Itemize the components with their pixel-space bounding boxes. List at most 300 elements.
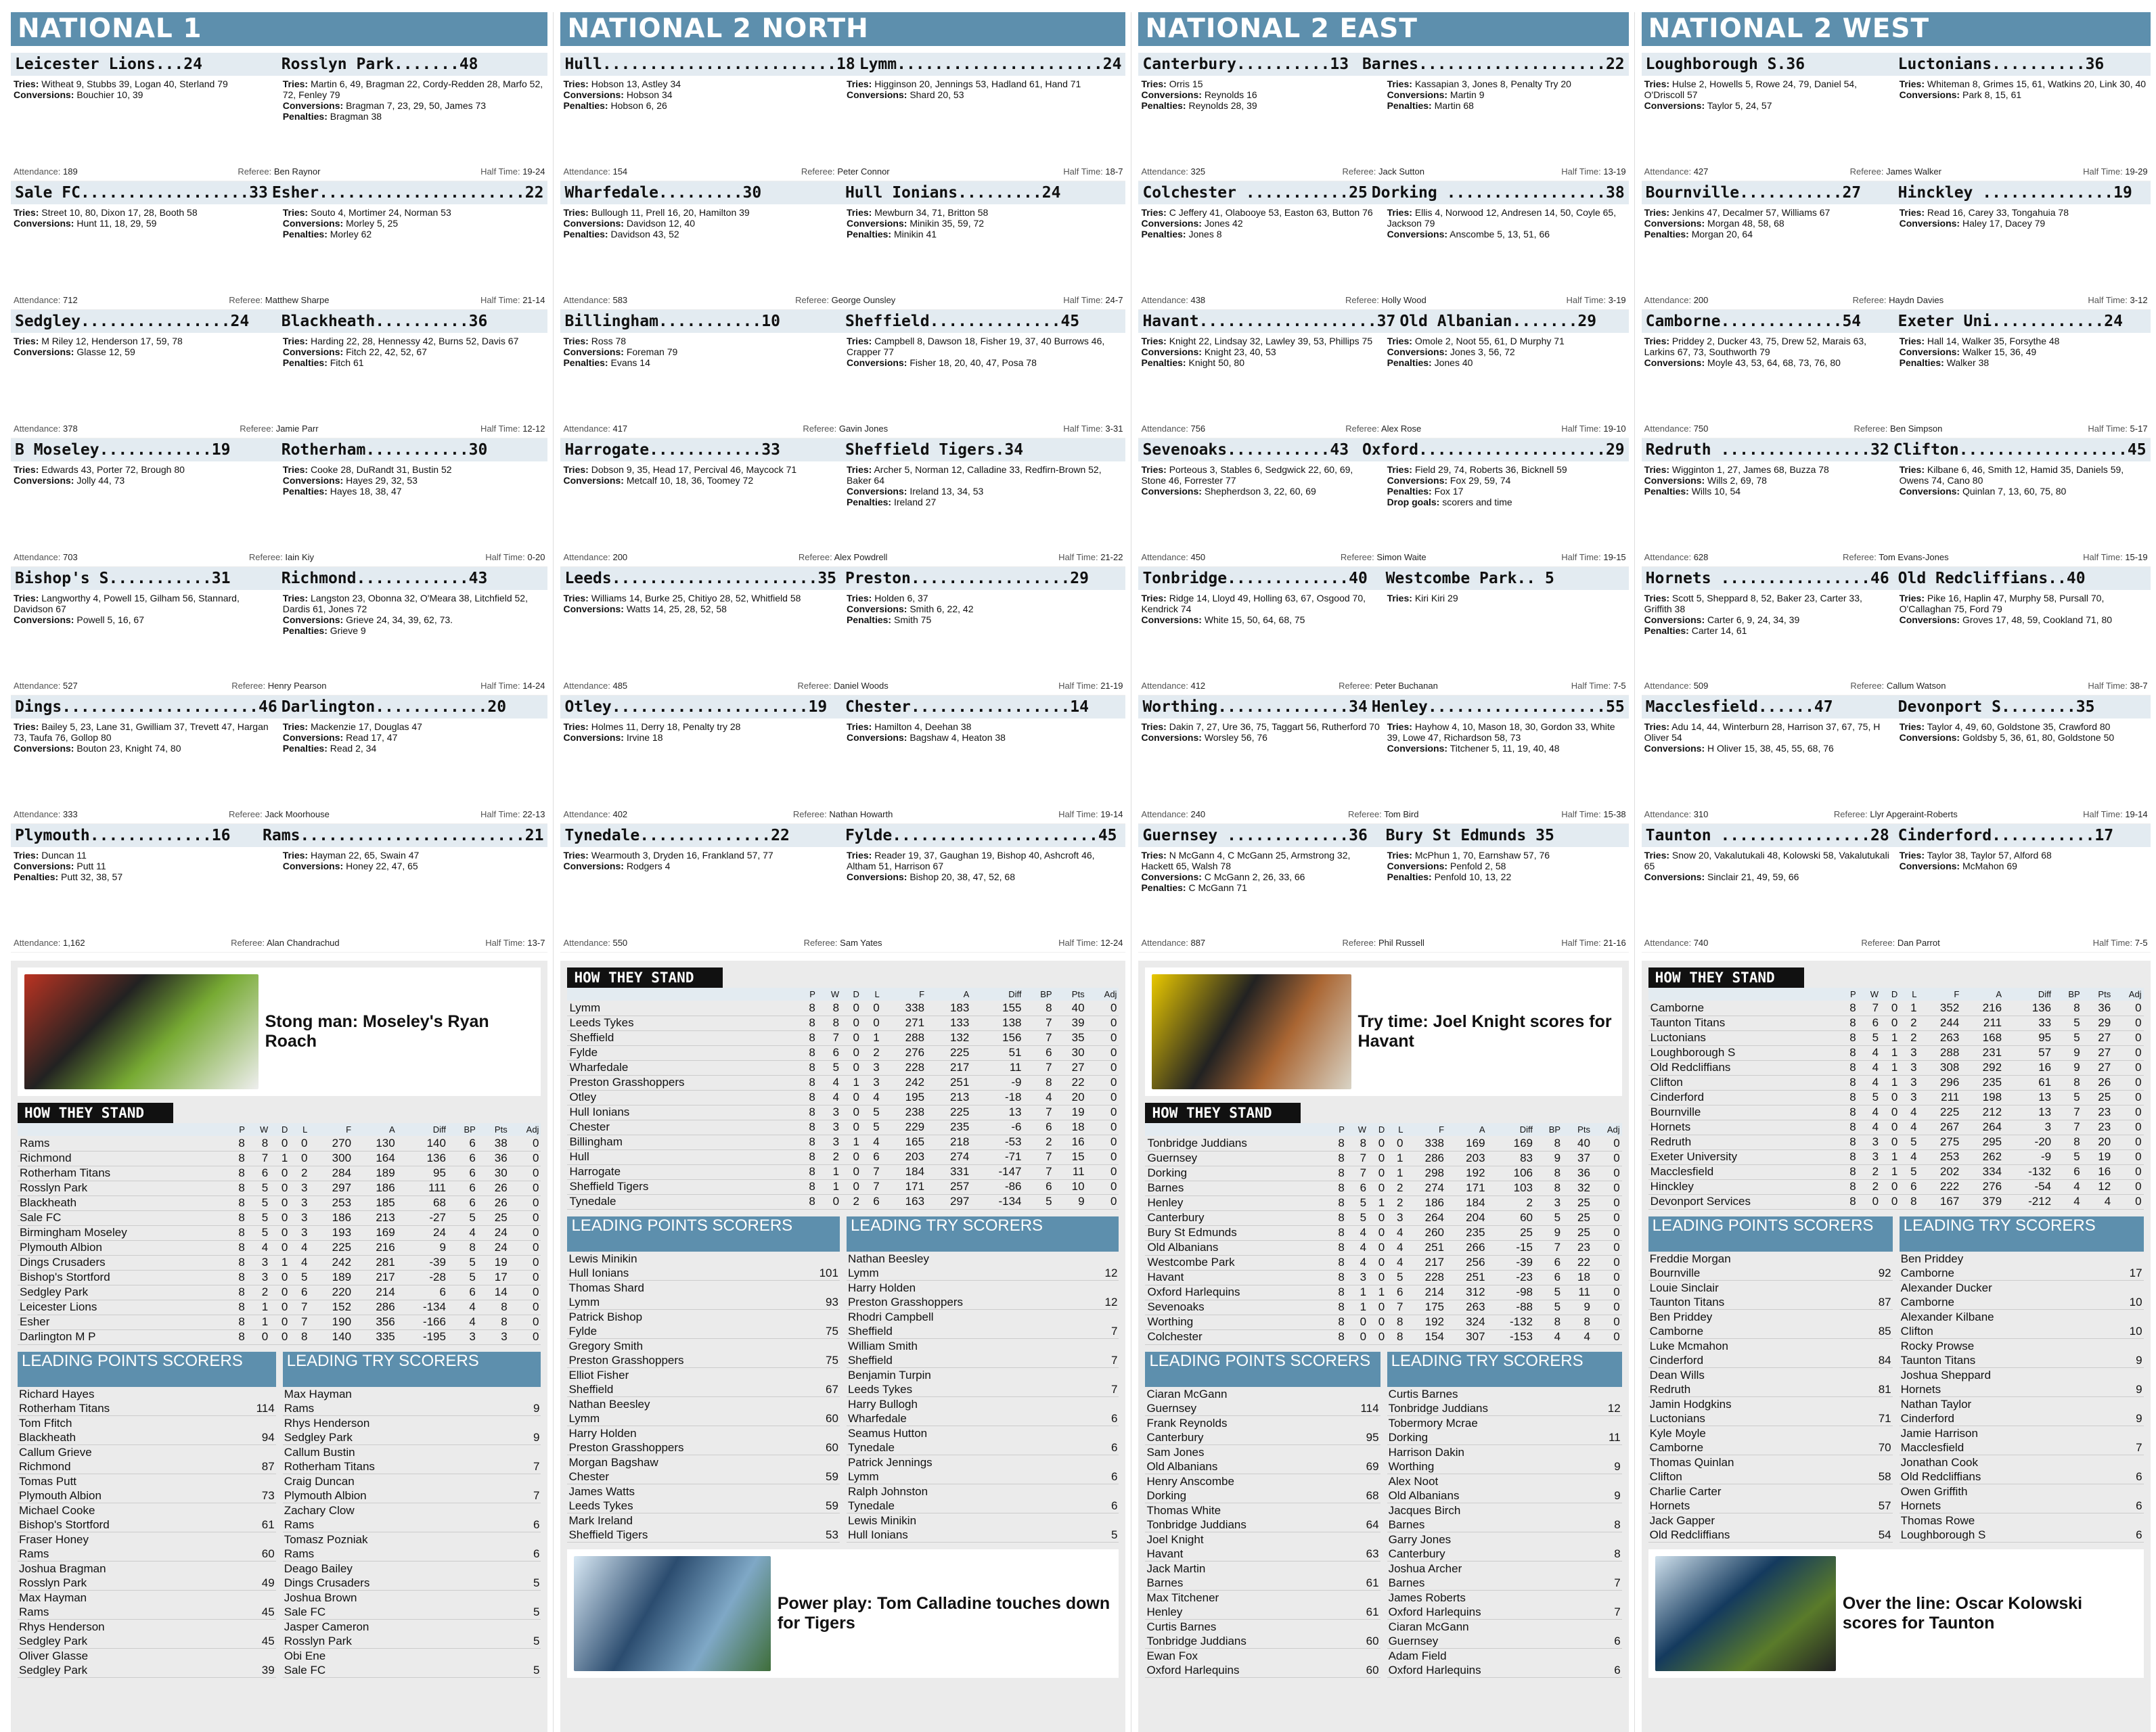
scoring-line (283, 111, 545, 122)
stat-cell: 0 (1858, 1194, 1881, 1209)
scoring-line (847, 732, 1123, 743)
stat-cell: 356 (353, 1315, 397, 1329)
attendance-label: Attendance: (1141, 681, 1188, 691)
away-scorers (1900, 78, 2148, 165)
player-club: Clifton (1649, 1469, 1682, 1483)
scoring-line (14, 721, 276, 743)
player-total: 6 (1110, 1469, 1118, 1483)
scoring-details (11, 590, 547, 679)
stat-cell: 190 (309, 1315, 353, 1329)
stat-cell: 288 (882, 1030, 926, 1045)
player-total: 9 (533, 1430, 540, 1444)
scoring-text: Wills 10, 54 (1691, 486, 1741, 497)
referee-label: Referee: (238, 166, 272, 177)
team-name: Richmond (18, 1151, 227, 1166)
referee-info (231, 681, 326, 691)
stat-cell: 0 (1087, 1105, 1119, 1120)
scoring-line (1644, 625, 1893, 636)
stat-cell: 11 (1563, 1285, 1592, 1300)
stat-cell: 286 (353, 1300, 397, 1315)
scoring-text: Titchener 5, 11, 19, 40, 48 (1450, 743, 1560, 754)
stat-cell: 263 (1919, 1030, 1962, 1045)
player-club: Clifton (1900, 1324, 1933, 1338)
scoring-line (847, 497, 1123, 507)
scoring-type-label: Penalties: (282, 357, 328, 368)
stat-cell: 225 (309, 1240, 353, 1255)
stat-cell: 16 (2004, 1060, 2053, 1075)
stat-cell: 1 (1347, 1300, 1368, 1315)
scoring-text: Mewburn 34, 71, Britton 58 (874, 207, 989, 218)
stat-cell: 36 (1563, 1166, 1592, 1181)
match-footer (1642, 422, 2151, 438)
scoring-line (847, 336, 1123, 357)
stat-cell: 4 (1900, 1120, 1918, 1135)
home-team-score: Canterbury..........13 (1142, 55, 1349, 73)
stat-cell: 27 (2082, 1045, 2113, 1060)
scoring-type-label: Conversions: (563, 218, 624, 229)
away-scorers (847, 850, 1123, 936)
scoring-line (283, 207, 545, 218)
player-total: 49 (261, 1576, 275, 1589)
player-club: Richmond (19, 1459, 71, 1473)
stat-cell: 217 (353, 1270, 397, 1285)
stat-cell: 2 (817, 1149, 841, 1164)
stat-cell: 18 (1054, 1120, 1087, 1135)
standings-row (1145, 1300, 1621, 1315)
scoring-type-label: Penalties: (846, 614, 892, 625)
stat-cell: 5 (448, 1270, 478, 1285)
player-name: Nathan Beesley (568, 1397, 650, 1411)
match-report (11, 53, 547, 181)
player-club-row (1648, 1382, 1893, 1397)
standings-header-row (1145, 1123, 1621, 1136)
player-club-row (1900, 1411, 2144, 1426)
player-club-row (18, 1430, 276, 1445)
referee-info (804, 938, 882, 948)
match-teams (1138, 438, 1628, 461)
player-club: Macclesfield (1900, 1440, 1964, 1454)
team-name: Otley (567, 1090, 797, 1105)
away-scorers (847, 593, 1123, 679)
stat-cell: 36 (2082, 1001, 2113, 1016)
standings-row (1648, 1060, 2144, 1075)
scoring-line (1387, 89, 1626, 100)
scoring-type-label: Conversions: (846, 871, 907, 882)
scoring-type-label: Conversions: (1387, 861, 1448, 871)
stat-cell: 35 (1054, 1030, 1087, 1045)
attendance-label: Attendance: (563, 938, 610, 948)
stat-cell: 136 (2004, 1001, 2053, 1016)
match-report (1642, 824, 2151, 953)
column-header (567, 988, 797, 1001)
scoring-type-label: Penalties: (1899, 357, 1944, 368)
scoring-text: Grieve 24, 34, 39, 62, 73. (346, 614, 453, 625)
player-club-row (1900, 1324, 2144, 1339)
scoring-line (1900, 207, 2148, 218)
stat-cell: -9 (2004, 1149, 2053, 1164)
attendance-info (1644, 424, 1709, 434)
stat-cell: 3 (1347, 1270, 1368, 1285)
player-total: 75 (826, 1324, 838, 1338)
scoring-type-label: Tries: (14, 593, 39, 603)
scoring-type-label: Penalties: (563, 229, 608, 240)
scoring-details (1642, 333, 2151, 422)
league-title: NATIONAL 2 NORTH (560, 12, 1125, 46)
team-name: Bishop's Stortford (18, 1270, 227, 1285)
stat-cell: 0 (2113, 1149, 2143, 1164)
scoring-type-label: Tries: (1644, 78, 1670, 89)
scoring-type-label: Conversions: (1387, 475, 1448, 486)
player-club: Rams (284, 1547, 315, 1560)
standings-row (1648, 1090, 2144, 1105)
scoring-line (1644, 593, 1893, 614)
player-total: 60 (826, 1440, 838, 1454)
team-name: Chester (567, 1120, 797, 1135)
stat-cell: 83 (1487, 1151, 1535, 1166)
stat-cell: 6 (448, 1151, 478, 1166)
stat-cell: 0 (1087, 1194, 1119, 1209)
standings-row (18, 1195, 541, 1210)
scoring-line (283, 721, 545, 732)
away-team-score: Hull Ionians.........24 (845, 184, 1061, 202)
stat-cell: 0 (2113, 1045, 2143, 1060)
team-name: Barnes (1145, 1181, 1328, 1195)
player-total: 7 (1614, 1576, 1621, 1589)
away-scorers (1387, 593, 1626, 679)
referee-label: Referee: (231, 938, 265, 948)
stat-cell: 8 (1839, 1016, 1858, 1030)
away-scorers (1387, 721, 1626, 808)
player-club: Lymm (568, 1295, 600, 1308)
scoring-text: McPhun 1, 70, Earnshaw 57, 76 (1414, 850, 1550, 861)
player-club-row (1648, 1411, 1893, 1426)
player-total: 73 (261, 1488, 275, 1502)
scoring-type-label: Penalties: (1141, 882, 1186, 893)
attendance-value: 712 (63, 295, 78, 305)
leading-points-scorers-heading: LEADING POINTS SCORERS (567, 1216, 840, 1252)
team-name: Dings Crusaders (18, 1255, 227, 1270)
match-report (11, 696, 547, 824)
attendance-value: 310 (1693, 809, 1709, 819)
scoring-text: Bragman 38 (330, 111, 382, 122)
scoring-type-label: Conversions: (1644, 218, 1705, 229)
referee-info (240, 424, 318, 434)
scoring-line (283, 486, 545, 497)
stat-cell: -15 (1487, 1240, 1535, 1255)
standings-row (18, 1315, 541, 1329)
scoring-text: Jones 40 (1434, 357, 1473, 368)
stat-cell: -9 (971, 1075, 1023, 1090)
stat-cell: 0 (2113, 1105, 2143, 1120)
column-header: L (861, 988, 882, 1001)
scoring-text: Carter 14, 61 (1691, 625, 1747, 636)
stat-cell: 8 (2053, 1001, 2082, 1016)
player-name: Curtis Barnes (1146, 1620, 1217, 1633)
referee-value: Ben Simpson (1889, 424, 1943, 434)
stat-cell: 4 (1900, 1105, 1918, 1120)
scoring-line (14, 743, 276, 754)
scoring-text: Field 29, 74, Roberts 36, Bicknell 59 (1414, 464, 1567, 475)
scoring-text: Jones 3, 56, 72 (1450, 346, 1515, 357)
scoring-type-label: Conversions: (846, 486, 907, 497)
scoring-line (847, 78, 1123, 89)
scoring-line (1387, 850, 1626, 861)
stat-cell: 286 (1406, 1151, 1447, 1166)
stat-cell: 0 (270, 1181, 290, 1195)
standings-row (567, 1149, 1119, 1164)
half-time-value: 21-19 (1100, 681, 1123, 691)
stat-cell: 3 (290, 1225, 309, 1240)
stat-cell: 6 (247, 1166, 270, 1181)
attendance-label: Attendance: (1141, 295, 1188, 305)
stat-cell: 106 (1487, 1166, 1535, 1181)
half-time-info (480, 295, 545, 305)
stat-cell: 5 (1024, 1194, 1054, 1209)
scoring-line (847, 207, 1123, 218)
player-name: Kyle Moyle (1649, 1426, 1706, 1440)
player-club-row (18, 1634, 276, 1649)
home-scorers (14, 721, 276, 808)
player-name: Callum Bustin (284, 1445, 355, 1459)
scoring-text: Fitch 61 (330, 357, 364, 368)
leading-points-scorers (1145, 1352, 1380, 1678)
standings-header-row (18, 1123, 541, 1136)
scoring-text: Read 16, Carey 33, Tongahuia 78 (1927, 207, 2069, 218)
column-header: W (817, 988, 841, 1001)
scoring-details (1138, 847, 1628, 936)
attendance-info (1644, 809, 1709, 819)
stat-cell: 0 (841, 1016, 861, 1030)
attendance-label: Attendance: (563, 424, 610, 434)
player-total: 7 (1614, 1605, 1621, 1618)
stat-cell: 8 (1839, 1149, 1858, 1164)
home-scorers (1141, 207, 1380, 294)
player-club-row (567, 1382, 840, 1397)
stat-cell: 0 (1387, 1136, 1405, 1151)
attendance-info (563, 166, 627, 177)
stat-cell: 6 (448, 1195, 478, 1210)
attendance-value: 412 (1190, 681, 1206, 691)
match-footer (1138, 679, 1628, 695)
player-club: Redruth (1649, 1382, 1691, 1396)
stat-cell: -166 (397, 1315, 448, 1329)
scoring-line (1644, 100, 1893, 111)
scoring-line (563, 336, 840, 346)
half-time-value: 24-7 (1105, 295, 1123, 305)
stat-cell: 19 (2082, 1149, 2113, 1164)
match-report (11, 438, 547, 567)
column-header: Diff (397, 1123, 448, 1136)
scoring-type-label: Tries: (282, 336, 309, 346)
half-time-info (1561, 424, 1625, 434)
standings-row (567, 1164, 1119, 1179)
stat-cell: 30 (1054, 1045, 1087, 1060)
home-scorers (563, 336, 840, 422)
scoring-line (1141, 346, 1380, 357)
scoring-text: Sinclair 21, 49, 59, 66 (1707, 871, 1799, 882)
stat-cell: 275 (1919, 1135, 1962, 1149)
stat-cell: 267 (1919, 1120, 1962, 1135)
referee-label: Referee: (801, 166, 835, 177)
column-header: W (247, 1123, 270, 1136)
stat-cell: 7 (861, 1179, 882, 1194)
scoring-type-label: Conversions: (846, 603, 907, 614)
scoring-text: Goldsby 5, 36, 61, 80, Goldstone 50 (1962, 732, 2115, 743)
team-name: Hull (567, 1149, 797, 1164)
scoring-type-label: Tries: (563, 850, 589, 861)
stat-cell: 0 (2113, 1075, 2143, 1090)
player-club: Sedgley Park (284, 1430, 353, 1444)
scoring-details (11, 461, 547, 551)
player-total: 70 (1878, 1440, 1891, 1454)
stat-cell: -132 (2004, 1164, 2053, 1179)
attendance-value: 427 (1693, 166, 1709, 177)
team-name: Devonport Services (1648, 1194, 1839, 1209)
stat-cell: 0 (1087, 1090, 1119, 1105)
referee-label: Referee: (248, 552, 283, 562)
stat-cell: 155 (971, 1001, 1023, 1016)
stat-cell: 8 (1839, 1164, 1858, 1179)
match-footer (560, 551, 1125, 566)
scoring-type-label: Penalties: (1387, 486, 1432, 497)
league-title: NATIONAL 1 (11, 12, 547, 46)
scoring-line (1141, 882, 1380, 893)
referee-value: Iain Kiy (285, 552, 315, 562)
stat-cell: 4 (861, 1135, 882, 1149)
player-club: Tonbridge Juddians (1388, 1401, 1489, 1415)
attendance-info (563, 295, 627, 305)
stat-cell: 338 (882, 1001, 926, 1016)
scoring-line (283, 861, 545, 871)
referee-value: Llyr Apgeraint-Roberts (1870, 809, 1958, 819)
stat-cell: 276 (1961, 1179, 2004, 1194)
match-report (560, 824, 1125, 953)
stat-cell: 4 (1858, 1105, 1881, 1120)
player-club-row (283, 1459, 541, 1474)
stat-cell: 238 (882, 1105, 926, 1120)
column-header: A (353, 1123, 397, 1136)
half-time-label: Half Time: (1561, 166, 1601, 177)
stat-cell: 8 (1328, 1136, 1347, 1151)
scoring-line (14, 89, 276, 100)
player-club: Rotherham Titans (284, 1459, 375, 1473)
stat-cell: 186 (353, 1181, 397, 1195)
column-header: F (1406, 1123, 1447, 1136)
stat-cell: 167 (1919, 1194, 1962, 1209)
attendance-label: Attendance: (1644, 809, 1692, 819)
stat-cell: 8 (1535, 1136, 1563, 1151)
scoring-details (1138, 719, 1628, 808)
scoring-type-label: Conversions: (1141, 218, 1202, 229)
match-teams (11, 310, 547, 333)
stat-cell: 0 (1592, 1225, 1622, 1240)
stat-cell: 217 (926, 1060, 971, 1075)
stat-cell: 0 (817, 1194, 841, 1209)
player-club: Leeds Tykes (568, 1499, 633, 1512)
player-name: Tomasz Pozniak (284, 1532, 368, 1546)
away-scorers (1900, 593, 2148, 679)
standings-row (18, 1329, 541, 1344)
attendance-label: Attendance: (14, 424, 61, 434)
scoring-text: Jolly 44, 73 (76, 475, 125, 486)
stat-cell: 8 (1839, 1135, 1858, 1149)
standings-block (567, 967, 1119, 1210)
player-total: 69 (1366, 1459, 1379, 1473)
stat-cell: 251 (926, 1075, 971, 1090)
team-name: Preston Grasshoppers (567, 1075, 797, 1090)
scoring-type-label: Tries: (563, 336, 589, 346)
leading-points-scorers-heading: LEADING POINTS SCORERS (1145, 1352, 1380, 1387)
stat-cell: 0 (1592, 1285, 1622, 1300)
stat-cell: 183 (926, 1001, 971, 1016)
scoring-type-label: Tries: (1141, 721, 1167, 732)
home-scorers (14, 336, 276, 422)
scoring-line (1141, 207, 1380, 218)
referee-info (799, 552, 888, 562)
home-scorers (1141, 850, 1380, 936)
referee-info (1345, 424, 1421, 434)
stat-cell: 4 (448, 1300, 478, 1315)
scoring-text: C McGann 2, 26, 33, 66 (1204, 871, 1305, 882)
scoring-type-label: Penalties: (1387, 357, 1432, 368)
stat-cell: 8 (227, 1151, 247, 1166)
player-club: Sheffield (568, 1382, 614, 1396)
player-name: Jamin Hodgkins (1649, 1397, 1732, 1411)
stat-cell: 225 (1919, 1105, 1962, 1120)
player-name: Jasper Cameron (284, 1620, 369, 1633)
referee-label: Referee: (229, 295, 263, 305)
stat-cell: 0 (841, 1030, 861, 1045)
team-name: Plymouth Albion (18, 1240, 227, 1255)
scoring-type-label: Conversions: (1387, 743, 1448, 754)
scoring-type-label: Conversions: (282, 732, 344, 743)
attendance-info (563, 552, 627, 562)
referee-value: Gavin Jones (838, 424, 889, 434)
stat-cell: 3 (1535, 1195, 1563, 1210)
player-total: 10 (2129, 1295, 2142, 1308)
half-time-info (2083, 166, 2147, 177)
stat-cell: 8 (797, 1149, 817, 1164)
stat-cell: 5 (817, 1060, 841, 1075)
standings-row (1145, 1151, 1621, 1166)
player-name: Rhodri Campbell (847, 1310, 934, 1323)
match-teams (1642, 438, 2151, 461)
match-footer (11, 808, 547, 823)
player-total: 9 (533, 1401, 540, 1415)
scoring-type-label: Conversions: (1899, 486, 1960, 497)
scoring-text: Kiri Kiri 29 (1414, 593, 1458, 603)
standings-row (567, 1001, 1119, 1016)
stat-cell: 0 (1592, 1136, 1622, 1151)
away-team-score: Old Albanian.......29 (1399, 313, 1597, 330)
stat-cell: 95 (2004, 1030, 2053, 1045)
scoring-type-label: Tries: (1141, 464, 1167, 475)
stat-cell: 68 (397, 1195, 448, 1210)
column-header: W (1858, 988, 1881, 1001)
scoring-type-label: Tries: (282, 207, 309, 218)
stat-cell: 0 (1368, 1270, 1387, 1285)
scoring-line (847, 603, 1123, 614)
scoring-text: Putt 32, 38, 57 (61, 871, 123, 882)
scoring-type-label: Tries: (1387, 721, 1412, 732)
match-report (11, 567, 547, 696)
match-report (560, 696, 1125, 824)
stat-cell: 189 (309, 1270, 353, 1285)
stat-cell: 7 (1347, 1151, 1368, 1166)
how-they-stand-heading: HOW THEY STAND (1648, 967, 1804, 988)
stat-cell: 36 (478, 1151, 510, 1166)
home-team-score: Sedgley................24 (15, 313, 250, 330)
